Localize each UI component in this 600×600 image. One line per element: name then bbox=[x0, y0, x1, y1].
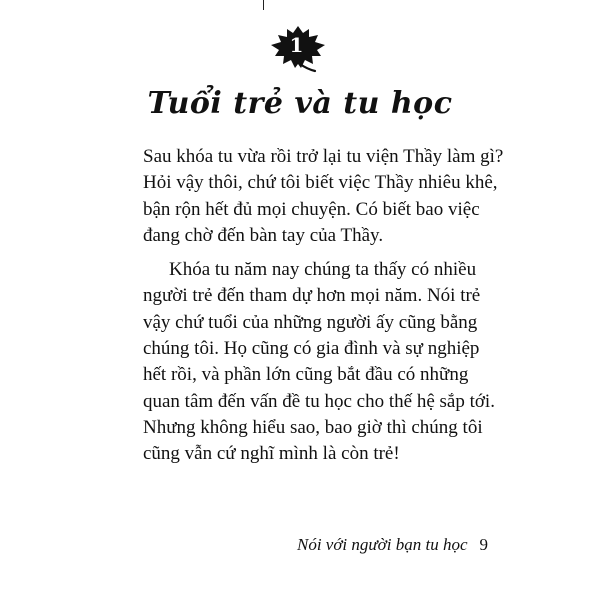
page-footer bbox=[297, 534, 488, 556]
text-line: đang chờ đến bàn tay của Thầy. bbox=[143, 224, 384, 246]
text-line: bận rộn hết đủ mọi chuyện. Có biết bao việc bbox=[143, 198, 480, 220]
text-line: Hỏi vậy thôi, chứ tôi biết việc Thầy nhiêu khê, bbox=[143, 172, 498, 194]
text-line: người trẻ đến tham dự hơn mọi năm. Nói trẻ bbox=[143, 285, 481, 307]
text-line: quan tâm đến vấn đề tu học cho thế hệ sắp tới. bbox=[143, 390, 495, 412]
body-text bbox=[143, 144, 523, 468]
text-line: Nhưng không hiểu sao, bao giờ thì chúng tôi bbox=[143, 416, 483, 438]
text-line: Khóa tu năm nay chúng ta thấy có nhiều bbox=[169, 259, 477, 281]
chapter-badge bbox=[265, 24, 331, 74]
running-title: Nói với người bạn tu học bbox=[297, 535, 468, 554]
text-line: cũng vẫn cứ nghĩ mình là còn trẻ! bbox=[143, 443, 400, 465]
text-line: Sau khóa tu vừa rồi trở lại tu viện Thầy làm gì? bbox=[143, 146, 504, 167]
text-line: hết rồi, và phần lớn cũng bắt đầu có những bbox=[143, 364, 469, 386]
paragraph-1 bbox=[143, 144, 523, 249]
text-line: chúng tôi. Họ cũng có gia đình và sự nghiệp bbox=[143, 338, 480, 360]
top-rule bbox=[263, 0, 264, 10]
paragraph-2 bbox=[143, 257, 523, 467]
chapter-title: Tuổi trẻ và tu học bbox=[147, 86, 453, 121]
text-line: vậy chứ tuổi của những người ấy cũng bằng bbox=[143, 311, 478, 333]
page-number: 9 bbox=[479, 535, 488, 554]
chapter-number: 1 bbox=[289, 33, 303, 57]
